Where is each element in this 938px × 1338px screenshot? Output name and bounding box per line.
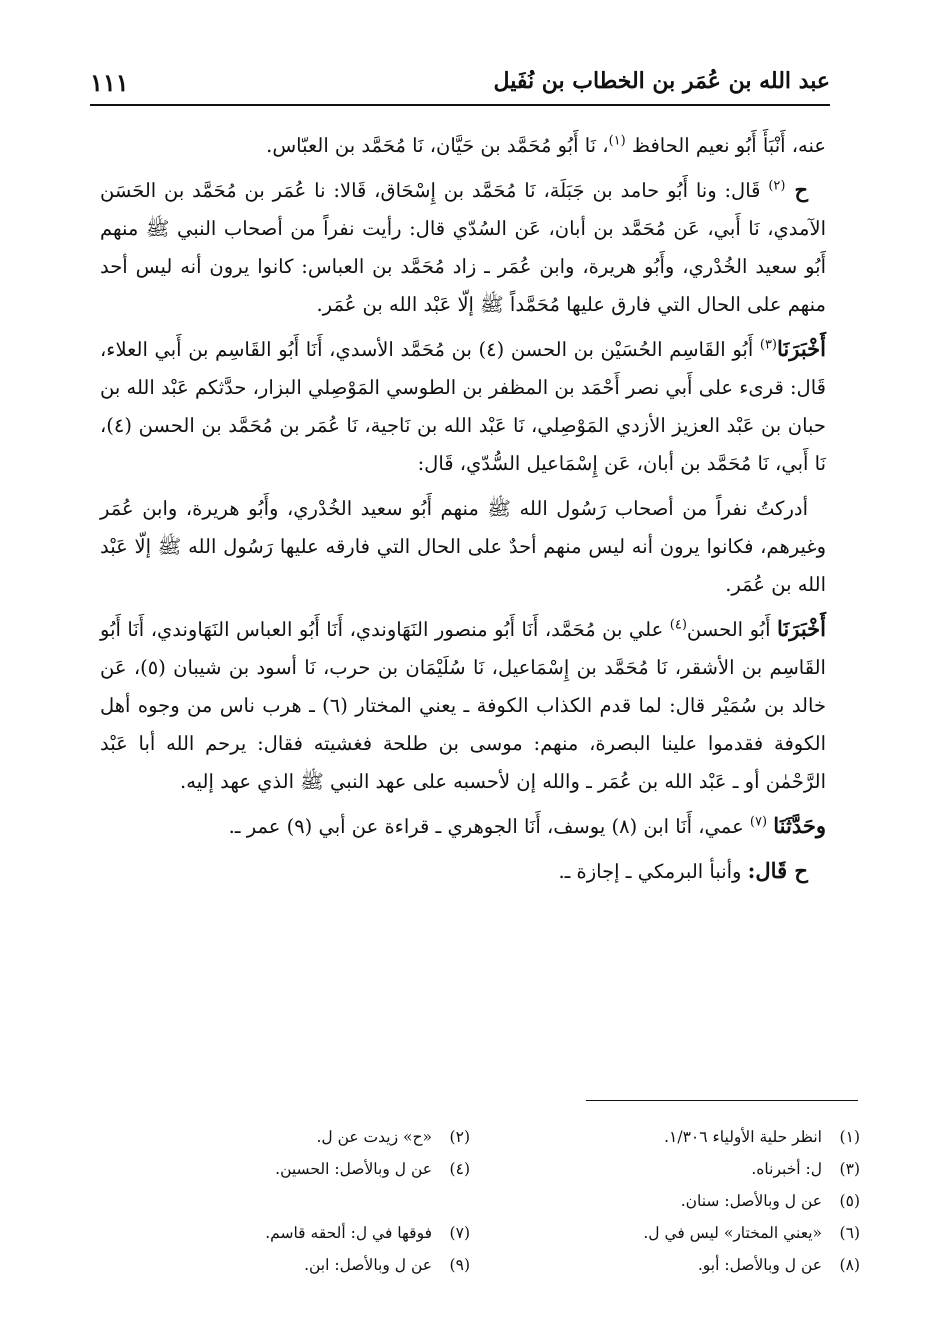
paragraph-2 <box>100 171 826 324</box>
paragraph-3 <box>100 330 826 483</box>
paragraph-5 <box>100 610 826 801</box>
main-text <box>100 126 826 897</box>
footnote-ref: (٣) <box>759 337 777 353</box>
paragraph-7 <box>100 852 826 891</box>
page-header <box>90 68 830 108</box>
footnote-ref: (٤) <box>669 617 687 633</box>
paragraph-text: عنه، أَنْبَأَ أَبُو نعيم الحافظ <box>625 134 826 157</box>
paragraph-text: عمي، أَنَا ابن (٨) يوسف، أَنَا الجوهري ـ قراءة عن أبي (٩) عمر ـ. <box>228 815 750 838</box>
footnote-8: (٨)عن ل وبالأصل: أبو. <box>697 1256 860 1274</box>
header-rule <box>90 104 830 106</box>
paragraph-text: ، نَا أَبُو مُحَمَّد بن حَيَّان، نَا مُحَمَّد بن العبّاس. <box>266 134 609 157</box>
paragraph-lead: وحَدَّثَنَا <box>773 813 826 838</box>
footnote-ref: (١) <box>608 133 626 149</box>
paragraph-4 <box>100 489 826 604</box>
paragraph-text: قَال: ونا أَبُو حامد بن جَبَلَة، نَا مُحَمَّد بن إِسْحَاق، قَالا: نا عُمَر بن مُحَمَّد بن الحَسَن الآمدي، نَا أَبي، عَن مُحَمَّد بن أبان، عَن السُدّي قال: رأيت نفراً من أصحاب النبي ﷺ منهم أَبُو سعيد الخُدْري، وأَبُو هريرة، وابن عُمَر ـ زاد مُحَمَّد بن العباس: كانوا يرون أنه ليس أحد منهم على الحال التي فارق عليها مُحَمَّداً ﷺ إلّا عَبْد الله بن عُمَر. <box>100 179 826 316</box>
running-title: عبد الله بن عُمَر بن الخطاب بن نُفَيل <box>493 68 830 94</box>
footnote-ref: (٧) <box>749 814 768 830</box>
paragraph-text: علي بن مُحَمَّد، أَنَا أَبُو منصور النَهَاوندي، أَنَا أَبُو العباس النَهَاوندي، أَنَا أَبُو القَاسِم بن الأشقر، نَا مُحَمَّد بن إِسْمَاعيل، نَا سُلَيْمَان بن حرب، نَا أسود بن شيبان (٥)، عَن خالد بن سُمَيْر قال: لما قدم الكذاب الكوفة ـ يعني المختار (٦) ـ هرب ناس من وجوه أهل الكوفة فقدموا علينا البصرة، منهم: موسى بن طلحة فغشيته فقال: يرحم الله أبا عَبْد الرَّحْمٰن أو ـ عَبْد الله بن عُمَر ـ والله إن لأحسبه على عهد النبي ﷺ الذي عهد إليه. <box>100 618 826 793</box>
footnote-ref: (٢) <box>768 178 786 194</box>
paragraph-text: أَبُو القَاسِم الحُسَيْن بن الحسن (٤) بن مُحَمَّد الأسدي، أَنَا أَبُو القَاسِم بن أَبي العلاء، قَال: قرىء على أَبي نصر أَحْمَد بن المظفر بن الطوسي المَوْصِلي البزار، حدَّثكم عَبْد الله بن حبان بن عَبْد العزيز الأزدي المَوْصِلي، نَا عَبْد الله بن نَاجية، نَا عُمَر بن مُحَمَّد بن الحسن (٤)، نَا أَبي، نَا مُحَمَّد بن أبان، عَن إِسْمَاعيل السُّدّي، قَال: <box>100 338 826 475</box>
footnote-2: (٢)«ح» زيدت عن ل. <box>316 1128 470 1146</box>
footnote-7: (٧)فوقها في ل: ألحقه قاسم. <box>265 1224 470 1242</box>
footnote-4: (٤)عن ل وبالأصل: الحسين. <box>275 1160 470 1178</box>
paragraph-lead: ح قَال: <box>747 858 808 883</box>
footnote-9: (٩)عن ل وبالأصل: ابن. <box>304 1256 470 1274</box>
page-number: ١١١ <box>90 68 129 97</box>
footnote-6: (٦)«يعني المختار» ليس في ل. <box>643 1224 860 1242</box>
footnote-1: (١)انظر حلية الأولياء ١/٣٠٦. <box>664 1128 860 1146</box>
paragraph-6 <box>100 807 826 846</box>
footnote-3: (٣)ل: أخبرناه. <box>751 1160 860 1178</box>
paragraph-lead: أَخْبَرَنَا <box>777 616 826 641</box>
footnote-5: (٥)عن ل وبالأصل: سنان. <box>680 1192 860 1210</box>
paragraph-text: وأنبأ البرمكي ـ إجازة ـ. <box>558 860 748 883</box>
paragraph-text: أدركتُ نفراً من أصحاب رَسُول الله ﷺ منهم أَبُو سعيد الخُدْري، وأَبُو هريرة، وابن عُمَر وغيرهم، فكانوا يرون أنه ليس منهم أحدٌ على الحال التي فارقه عليها رَسُول الله ﷺ إلّا عَبْد الله بن عُمَر. <box>100 497 826 596</box>
paragraph-text: أَبُو الحسن <box>686 618 778 641</box>
paragraph-1 <box>100 126 826 165</box>
paragraph-lead: أَخْبَرَنَا <box>777 336 826 361</box>
footnote-rule <box>586 1100 858 1101</box>
paragraph-lead: ح <box>785 177 808 202</box>
